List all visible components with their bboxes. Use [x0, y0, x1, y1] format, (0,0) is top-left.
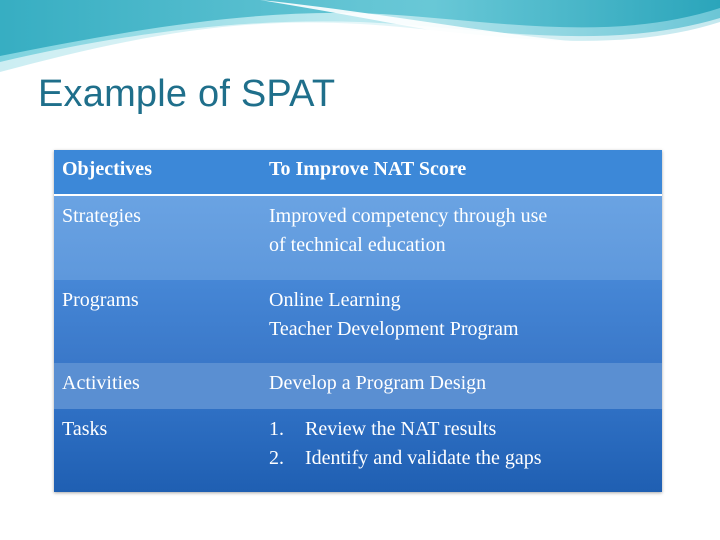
row-value — [269, 369, 654, 398]
spat-table — [54, 150, 662, 492]
task-list — [269, 415, 654, 473]
table-row-programs — [54, 280, 662, 363]
row-value-line: Teacher Development Program — [269, 318, 519, 340]
row-value-line: Online Learning — [269, 289, 401, 311]
list-item — [269, 415, 654, 444]
row-value-line: Improved competency through use — [269, 205, 548, 227]
header-objective-value: To Improve NAT Score — [269, 158, 467, 180]
row-value-line: of technical education — [269, 234, 446, 256]
row-label: Tasks — [62, 418, 108, 440]
header-objectives: Objectives — [62, 158, 152, 180]
table-header-row — [54, 150, 662, 196]
row-label: Activities — [62, 372, 140, 394]
row-value-line: Develop a Program Design — [269, 372, 487, 394]
list-item-number: 2. — [269, 447, 284, 469]
table-row-strategies — [54, 196, 662, 280]
row-value — [269, 202, 654, 260]
list-item-text: Identify and validate the gaps — [305, 447, 542, 469]
page-title: Example of SPAT — [38, 73, 336, 115]
list-item — [269, 444, 654, 473]
table-row-activities — [54, 363, 662, 409]
table-row-tasks — [54, 409, 662, 492]
list-item-number: 1. — [269, 418, 284, 440]
row-label: Programs — [62, 289, 139, 311]
row-label: Strategies — [62, 205, 141, 227]
row-value — [269, 286, 654, 344]
list-item-text: Review the NAT results — [305, 418, 497, 440]
